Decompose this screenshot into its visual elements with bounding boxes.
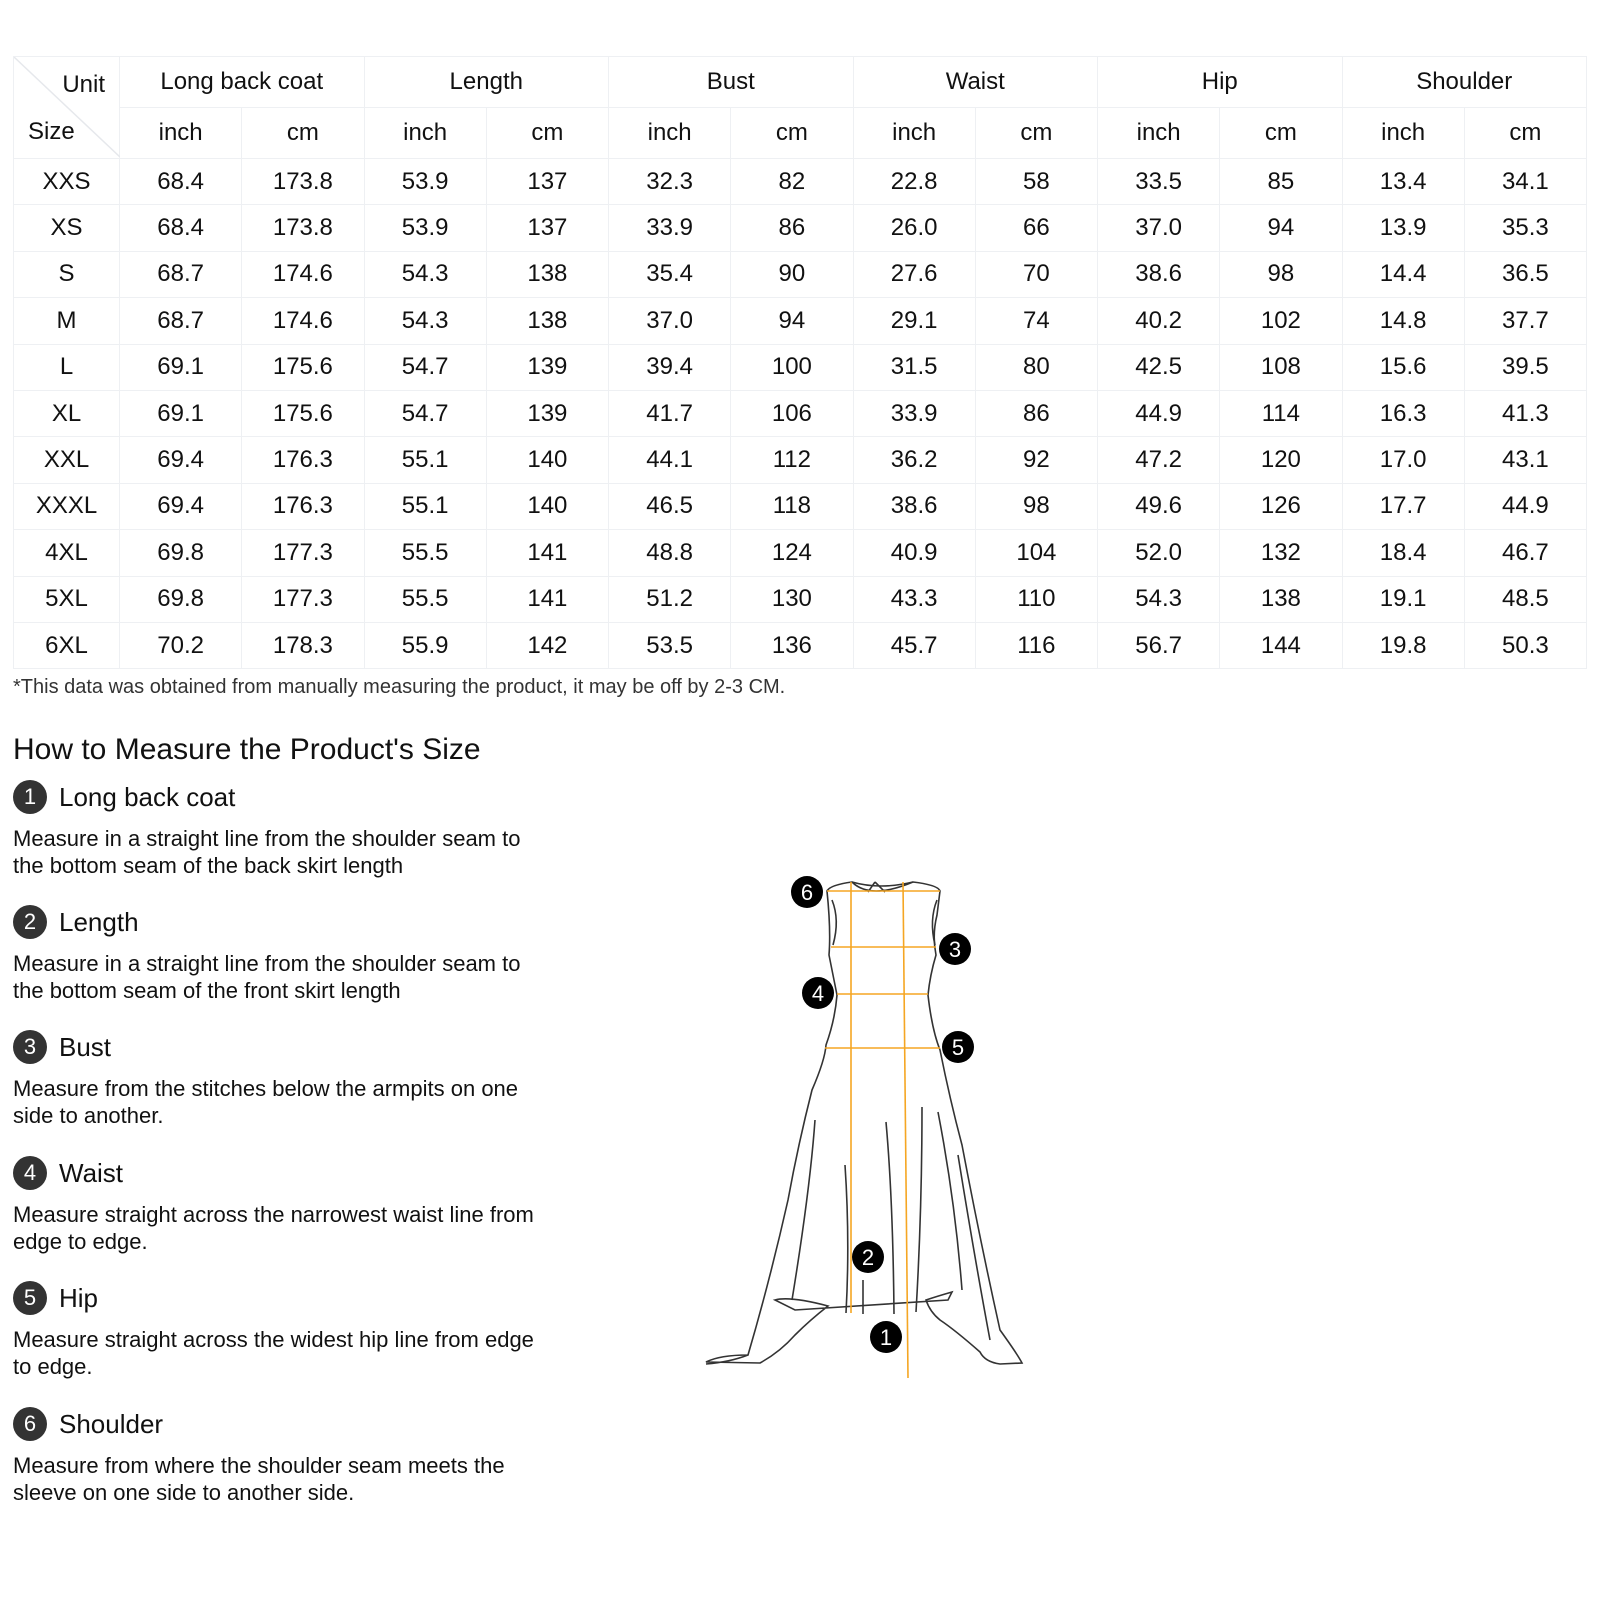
measure-step xyxy=(13,1406,573,1506)
value-cell: 55.5 xyxy=(364,576,486,622)
value-cell: 29.1 xyxy=(853,298,975,344)
value-cell: 85 xyxy=(1220,159,1342,205)
value-cell: 40.2 xyxy=(1098,298,1220,344)
value-cell: 86 xyxy=(975,390,1097,436)
value-cell: 100 xyxy=(731,344,853,390)
unit-header: cm xyxy=(1220,108,1342,159)
table-row xyxy=(14,159,1587,205)
size-cell: L xyxy=(14,344,120,390)
value-cell: 38.6 xyxy=(853,483,975,529)
value-cell: 35.4 xyxy=(609,251,731,297)
value-cell: 48.5 xyxy=(1464,576,1586,622)
value-cell: 47.2 xyxy=(1098,437,1220,483)
size-cell: XL xyxy=(14,390,120,436)
value-cell: 44.9 xyxy=(1464,483,1586,529)
value-cell: 54.3 xyxy=(364,251,486,297)
step-number-badge: 2 xyxy=(13,905,47,939)
value-cell: 34.1 xyxy=(1464,159,1586,205)
value-cell: 69.4 xyxy=(120,437,242,483)
value-cell: 90 xyxy=(731,251,853,297)
value-cell: 33.9 xyxy=(609,205,731,251)
step-description-line: Measure in a straight line from the shoulder seam to xyxy=(13,951,521,976)
step-number-badge: 5 xyxy=(13,1281,47,1315)
step-title: Hip xyxy=(59,1282,99,1313)
value-cell: 54.3 xyxy=(364,298,486,344)
step-title: Long back coat xyxy=(59,781,236,812)
value-cell: 138 xyxy=(1220,576,1342,622)
value-cell: 17.7 xyxy=(1342,483,1464,529)
value-cell: 54.3 xyxy=(1098,576,1220,622)
measure-step xyxy=(13,1155,573,1255)
size-chart-table xyxy=(13,56,1587,669)
unit-header: cm xyxy=(486,108,608,159)
value-cell: 33.5 xyxy=(1098,159,1220,205)
value-cell: 175.6 xyxy=(242,344,364,390)
size-cell: XXL xyxy=(14,437,120,483)
value-cell: 54.7 xyxy=(364,390,486,436)
value-cell: 36.5 xyxy=(1464,251,1586,297)
header-row-groups xyxy=(14,57,1587,108)
group-header: Bust xyxy=(609,57,854,108)
value-cell: 37.0 xyxy=(1098,205,1220,251)
diagram-badge-4 xyxy=(802,977,834,1009)
diagram-badge-number: 6 xyxy=(800,880,814,905)
unit-header: inch xyxy=(120,108,242,159)
dress-outline xyxy=(706,882,1022,1364)
step-description xyxy=(13,1075,573,1129)
value-cell: 43.1 xyxy=(1464,437,1586,483)
table-row xyxy=(14,344,1587,390)
value-cell: 178.3 xyxy=(242,622,364,668)
step-title: Bust xyxy=(59,1031,112,1062)
value-cell: 141 xyxy=(486,530,608,576)
value-cell: 39.4 xyxy=(609,344,731,390)
size-cell: 6XL xyxy=(14,622,120,668)
step-description-line: the bottom seam of the front skirt length xyxy=(13,978,401,1003)
step-number-badge: 3 xyxy=(13,1030,47,1064)
step-description-line: the bottom seam of the back skirt length xyxy=(13,853,404,878)
howto-title: How to Measure the Product's Size xyxy=(13,733,481,766)
value-cell: 16.3 xyxy=(1342,390,1464,436)
value-cell: 48.8 xyxy=(609,530,731,576)
value-cell: 17.0 xyxy=(1342,437,1464,483)
group-header: Shoulder xyxy=(1342,57,1587,108)
value-cell: 46.7 xyxy=(1464,530,1586,576)
step-description-line: to edge. xyxy=(13,1354,93,1379)
step-title: Shoulder xyxy=(59,1408,164,1439)
diagram-badge-5 xyxy=(942,1031,974,1063)
value-cell: 40.9 xyxy=(853,530,975,576)
value-cell: 92 xyxy=(975,437,1097,483)
value-cell: 42.5 xyxy=(1098,344,1220,390)
size-cell: XS xyxy=(14,205,120,251)
table-row xyxy=(14,205,1587,251)
unit-header: inch xyxy=(609,108,731,159)
value-cell: 173.8 xyxy=(242,159,364,205)
step-description-line: Measure straight across the narrowest waist line from xyxy=(13,1202,534,1227)
unit-header: inch xyxy=(853,108,975,159)
value-cell: 174.6 xyxy=(242,251,364,297)
size-cell: XXS xyxy=(14,159,120,205)
table-row xyxy=(14,530,1587,576)
table-row xyxy=(14,483,1587,529)
step-description-line: side to another. xyxy=(13,1103,164,1128)
value-cell: 118 xyxy=(731,483,853,529)
step-description xyxy=(13,1326,573,1380)
value-cell: 104 xyxy=(975,530,1097,576)
diagram-badge-1 xyxy=(870,1321,902,1353)
value-cell: 38.6 xyxy=(1098,251,1220,297)
value-cell: 44.1 xyxy=(609,437,731,483)
table-row xyxy=(14,251,1587,297)
diagram-badge-number: 3 xyxy=(948,937,962,962)
value-cell: 41.7 xyxy=(609,390,731,436)
value-cell: 15.6 xyxy=(1342,344,1464,390)
value-cell: 74 xyxy=(975,298,1097,344)
value-cell: 19.8 xyxy=(1342,622,1464,668)
value-cell: 53.9 xyxy=(364,205,486,251)
value-cell: 82 xyxy=(731,159,853,205)
unit-header: cm xyxy=(242,108,364,159)
value-cell: 13.9 xyxy=(1342,205,1464,251)
table-row xyxy=(14,298,1587,344)
value-cell: 116 xyxy=(975,622,1097,668)
value-cell: 176.3 xyxy=(242,437,364,483)
value-cell: 102 xyxy=(1220,298,1342,344)
value-cell: 175.6 xyxy=(242,390,364,436)
value-cell: 27.6 xyxy=(853,251,975,297)
size-cell: S xyxy=(14,251,120,297)
step-description xyxy=(13,950,573,1004)
diagram-badge-number: 2 xyxy=(861,1245,875,1270)
measure-step xyxy=(13,1280,573,1380)
value-cell: 120 xyxy=(1220,437,1342,483)
unit-header: inch xyxy=(1098,108,1220,159)
value-cell: 32.3 xyxy=(609,159,731,205)
value-cell: 130 xyxy=(731,576,853,622)
step-number-badge: 6 xyxy=(13,1407,47,1441)
diagram-badge-number: 1 xyxy=(879,1325,893,1350)
measure-step xyxy=(13,779,573,879)
value-cell: 68.4 xyxy=(120,205,242,251)
value-cell: 86 xyxy=(731,205,853,251)
value-cell: 54.7 xyxy=(364,344,486,390)
value-cell: 138 xyxy=(486,251,608,297)
value-cell: 22.8 xyxy=(853,159,975,205)
unit-header: cm xyxy=(975,108,1097,159)
size-cell: XXXL xyxy=(14,483,120,529)
value-cell: 33.9 xyxy=(853,390,975,436)
value-cell: 80 xyxy=(975,344,1097,390)
step-number-badge: 4 xyxy=(13,1156,47,1190)
value-cell: 43.3 xyxy=(853,576,975,622)
value-cell: 173.8 xyxy=(242,205,364,251)
measurement-note: *This data was obtained from manually measuring the product, it may be off by 2-3 CM. xyxy=(13,676,786,698)
value-cell: 19.1 xyxy=(1342,576,1464,622)
value-cell: 50.3 xyxy=(1464,622,1586,668)
value-cell: 26.0 xyxy=(853,205,975,251)
value-cell: 14.8 xyxy=(1342,298,1464,344)
value-cell: 55.1 xyxy=(364,483,486,529)
unit-label: Unit xyxy=(62,71,105,98)
value-cell: 112 xyxy=(731,437,853,483)
value-cell: 69.1 xyxy=(120,390,242,436)
unit-header: inch xyxy=(364,108,486,159)
value-cell: 98 xyxy=(975,483,1097,529)
value-cell: 66 xyxy=(975,205,1097,251)
measure-step xyxy=(13,1029,573,1129)
diagram-badge-number: 5 xyxy=(951,1035,965,1060)
unit-header: inch xyxy=(1342,108,1464,159)
value-cell: 55.5 xyxy=(364,530,486,576)
size-cell: 5XL xyxy=(14,576,120,622)
value-cell: 132 xyxy=(1220,530,1342,576)
value-cell: 69.1 xyxy=(120,344,242,390)
value-cell: 41.3 xyxy=(1464,390,1586,436)
diagram-badge-number: 4 xyxy=(811,981,825,1006)
value-cell: 53.5 xyxy=(609,622,731,668)
value-cell: 69.4 xyxy=(120,483,242,529)
header-row-units xyxy=(14,108,1587,159)
step-description-line: Measure in a straight line from the shoulder seam to xyxy=(13,826,521,851)
value-cell: 98 xyxy=(1220,251,1342,297)
unit-header: cm xyxy=(731,108,853,159)
group-header: Waist xyxy=(853,57,1098,108)
value-cell: 144 xyxy=(1220,622,1342,668)
group-header: Length xyxy=(364,57,609,108)
value-cell: 68.7 xyxy=(120,251,242,297)
value-cell: 49.6 xyxy=(1098,483,1220,529)
value-cell: 51.2 xyxy=(609,576,731,622)
value-cell: 139 xyxy=(486,390,608,436)
group-header: Hip xyxy=(1098,57,1343,108)
value-cell: 139 xyxy=(486,344,608,390)
value-cell: 94 xyxy=(1220,205,1342,251)
value-cell: 58 xyxy=(975,159,1097,205)
measure-step xyxy=(13,904,573,1004)
step-title: Length xyxy=(59,906,139,937)
value-cell: 108 xyxy=(1220,344,1342,390)
value-cell: 52.0 xyxy=(1098,530,1220,576)
value-cell: 94 xyxy=(731,298,853,344)
value-cell: 126 xyxy=(1220,483,1342,529)
table-row xyxy=(14,390,1587,436)
value-cell: 69.8 xyxy=(120,530,242,576)
value-cell: 106 xyxy=(731,390,853,436)
value-cell: 177.3 xyxy=(242,576,364,622)
size-label: Size xyxy=(28,118,75,145)
value-cell: 39.5 xyxy=(1464,344,1586,390)
step-description xyxy=(13,825,573,879)
diagram-badge-6 xyxy=(791,876,823,908)
value-cell: 110 xyxy=(975,576,1097,622)
value-cell: 177.3 xyxy=(242,530,364,576)
value-cell: 45.7 xyxy=(853,622,975,668)
value-cell: 68.4 xyxy=(120,159,242,205)
value-cell: 174.6 xyxy=(242,298,364,344)
step-description xyxy=(13,1452,573,1506)
value-cell: 114 xyxy=(1220,390,1342,436)
value-cell: 36.2 xyxy=(853,437,975,483)
value-cell: 35.3 xyxy=(1464,205,1586,251)
value-cell: 37.7 xyxy=(1464,298,1586,344)
step-number-badge: 1 xyxy=(13,780,47,814)
step-title: Waist xyxy=(59,1157,124,1188)
value-cell: 68.7 xyxy=(120,298,242,344)
value-cell: 44.9 xyxy=(1098,390,1220,436)
value-cell: 70 xyxy=(975,251,1097,297)
step-description-line: edge to edge. xyxy=(13,1229,148,1254)
value-cell: 70.2 xyxy=(120,622,242,668)
value-cell: 124 xyxy=(731,530,853,576)
diagram-badge-2 xyxy=(852,1241,884,1273)
step-description-line: Measure from the stitches below the armpits on one xyxy=(13,1076,519,1101)
value-cell: 136 xyxy=(731,622,853,668)
size-cell: 4XL xyxy=(14,530,120,576)
value-cell: 55.1 xyxy=(364,437,486,483)
value-cell: 137 xyxy=(486,159,608,205)
table-row xyxy=(14,622,1587,668)
value-cell: 69.8 xyxy=(120,576,242,622)
step-description-line: Measure from where the shoulder seam meets the xyxy=(13,1453,505,1478)
value-cell: 37.0 xyxy=(609,298,731,344)
table-row xyxy=(14,437,1587,483)
value-cell: 140 xyxy=(486,483,608,529)
value-cell: 140 xyxy=(486,437,608,483)
value-cell: 56.7 xyxy=(1098,622,1220,668)
value-cell: 53.9 xyxy=(364,159,486,205)
value-cell: 46.5 xyxy=(609,483,731,529)
value-cell: 55.9 xyxy=(364,622,486,668)
value-cell: 14.4 xyxy=(1342,251,1464,297)
value-cell: 176.3 xyxy=(242,483,364,529)
step-description xyxy=(13,1201,573,1255)
group-header: Long back coat xyxy=(120,57,365,108)
corner-cell xyxy=(14,57,120,159)
value-cell: 137 xyxy=(486,205,608,251)
dress-measurement-diagram xyxy=(700,860,1060,1400)
value-cell: 31.5 xyxy=(853,344,975,390)
step-description-line: Measure straight across the widest hip line from edge xyxy=(13,1327,534,1352)
size-cell: M xyxy=(14,298,120,344)
value-cell: 142 xyxy=(486,622,608,668)
step-description-line: sleeve on one side to another side. xyxy=(13,1480,355,1505)
value-cell: 141 xyxy=(486,576,608,622)
value-cell: 13.4 xyxy=(1342,159,1464,205)
diagram-badge-3 xyxy=(939,933,971,965)
value-cell: 18.4 xyxy=(1342,530,1464,576)
value-cell: 138 xyxy=(486,298,608,344)
table-row xyxy=(14,576,1587,622)
unit-header: cm xyxy=(1464,108,1586,159)
